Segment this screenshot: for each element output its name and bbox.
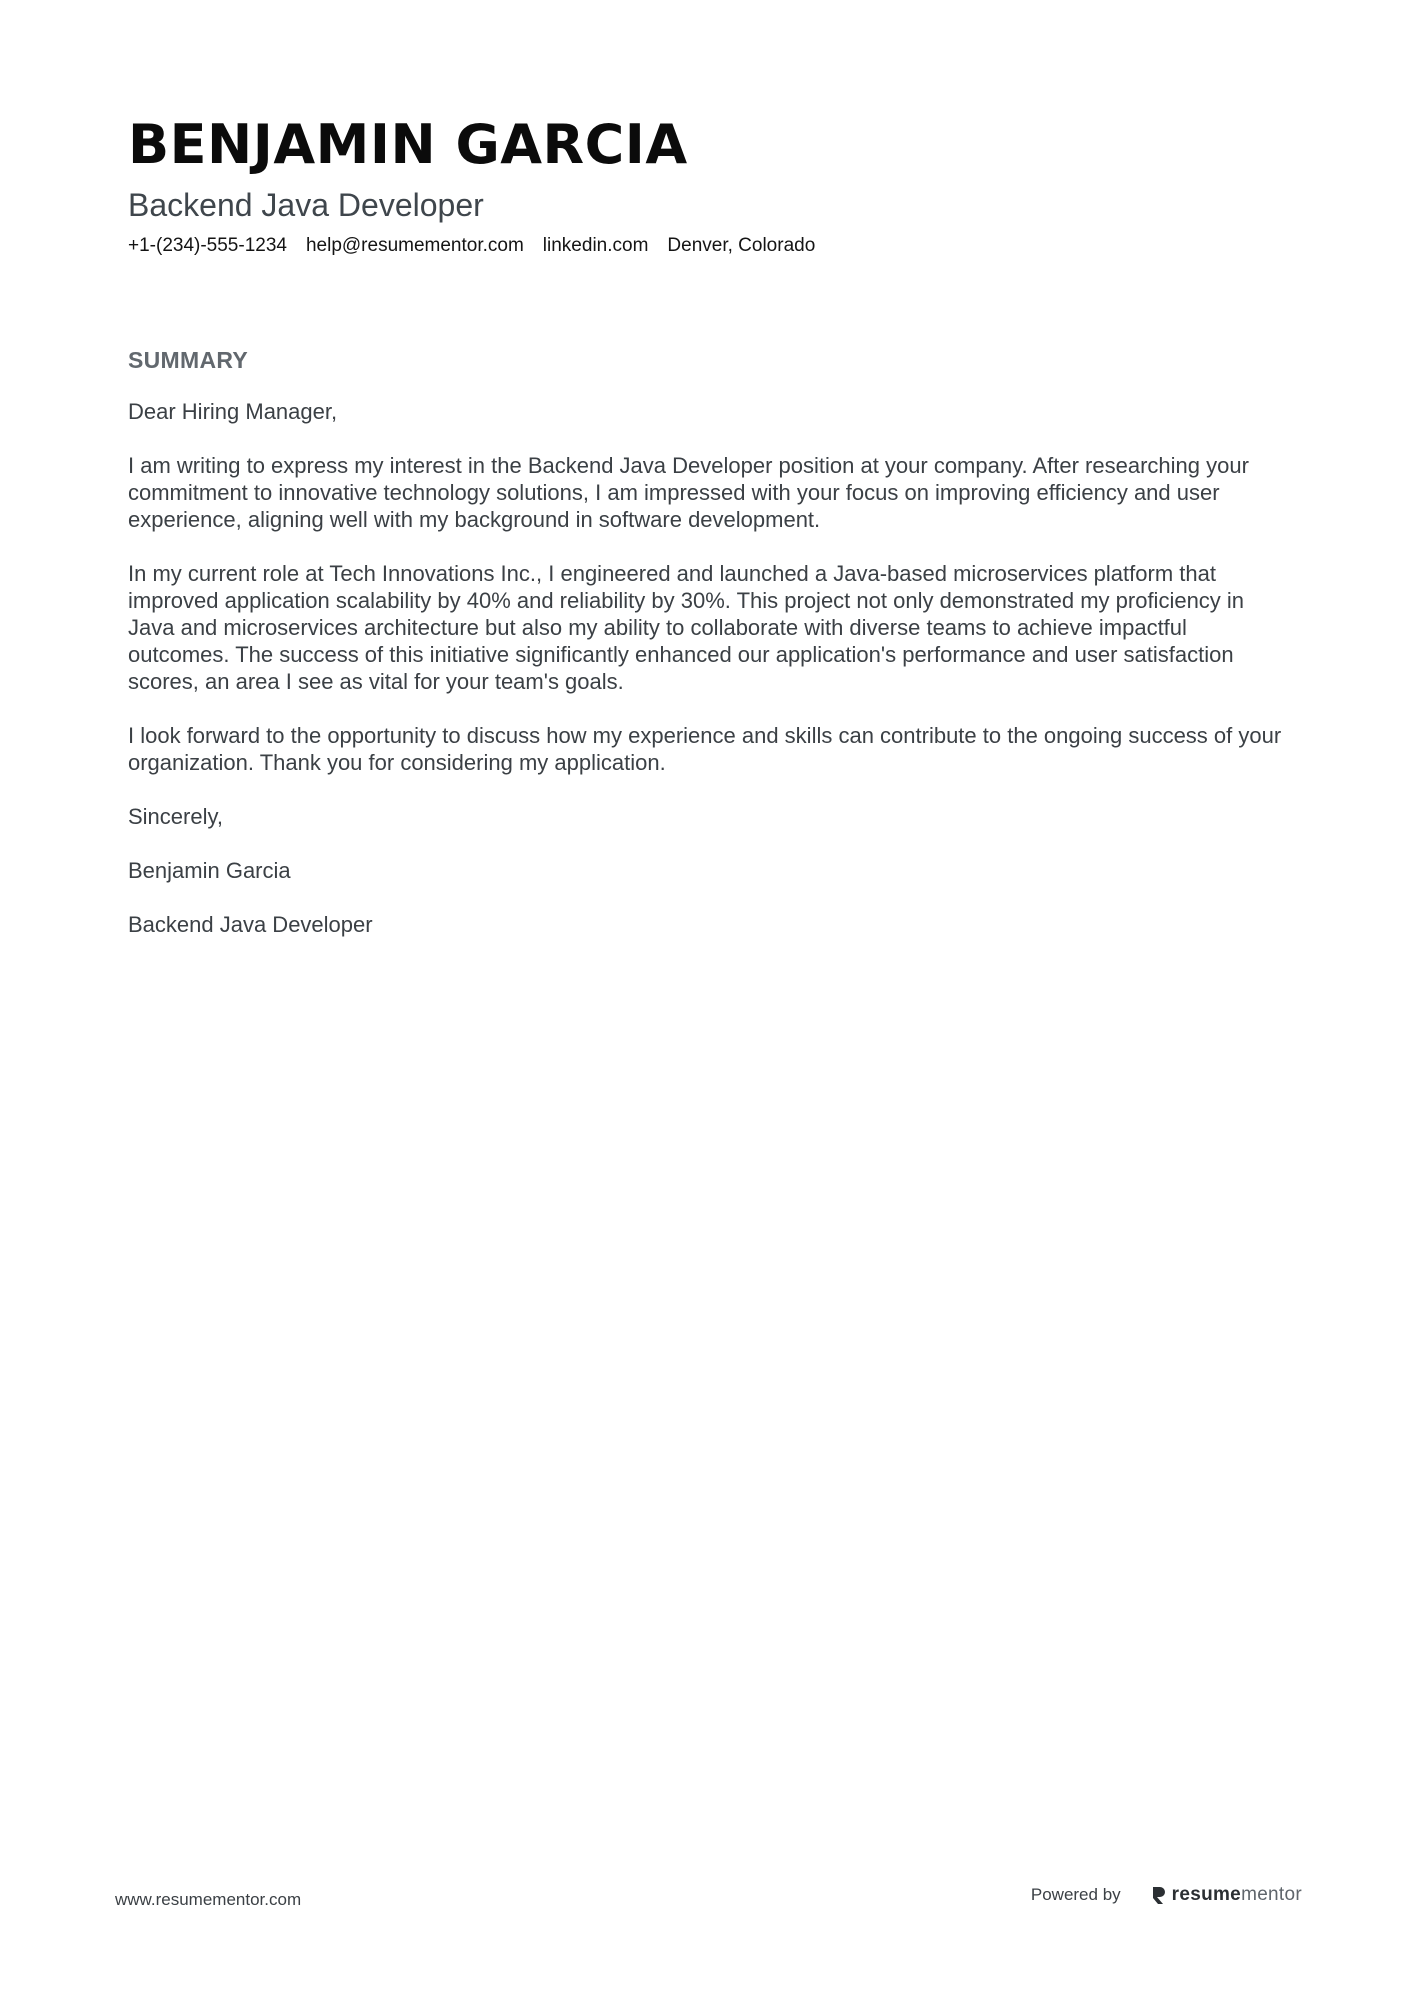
letter-paragraph-2: In my current role at Tech Innovations Inc., I engineered and launched a Java-based microservices platform that improved application scalability by 40% and reliability by 30%. This project not only demonstrated my proficiency in Java and microservices architecture but also my ability to collaborate with diverse teams to achieve impactful outcomes. The success of this initiative significantly enhanced our application's performance and user satisfaction scores, an area I see as vital for your team's goals. — [128, 561, 1245, 694]
letter-closing: Sincerely, — [128, 804, 223, 829]
logo-wordmark-light: mentor — [1241, 1884, 1302, 1905]
job-title: Backend Java Developer — [128, 187, 484, 223]
contact-linkedin[interactable]: linkedin.com — [542, 235, 649, 256]
signature-title: Backend Java Developer — [128, 912, 373, 937]
footer-branding — [1031, 1883, 1302, 1907]
letter-paragraph-3: I look forward to the opportunity to discuss how my experience and skills can contribute to the ongoing success of your organization. Thank you for considering my application. — [128, 723, 1282, 775]
contact-email[interactable]: help@resumementor.com — [305, 235, 524, 256]
resumementor-logo-icon — [1151, 1885, 1167, 1905]
resumementor-logo[interactable] — [1151, 1883, 1302, 1907]
contact-row — [128, 232, 815, 260]
footer-website[interactable]: www.resumementor.com — [115, 1890, 302, 1909]
letter-body — [128, 398, 1288, 965]
logo-wordmark-bold: resume — [1171, 1884, 1242, 1905]
candidate-name: BENJAMIN GARCIA — [128, 113, 688, 176]
letter-greeting: Dear Hiring Manager, — [128, 399, 338, 424]
contact-phone: +1-(234)-555-1234 — [128, 235, 287, 256]
signature-name: Benjamin Garcia — [128, 858, 291, 883]
powered-by-label: Powered by — [1030, 1885, 1121, 1904]
summary-heading: SUMMARY — [128, 347, 249, 373]
letter-paragraph-1: I am writing to express my interest in the Backend Java Developer position at your company. After researching your commitment to innovative technology solutions, I am impressed with your focus on improving efficiency and user experience, aligning well with my background in software development. — [128, 453, 1249, 532]
contact-location: Denver, Colorado — [667, 235, 816, 256]
logo-wordmark — [1172, 1883, 1302, 1907]
